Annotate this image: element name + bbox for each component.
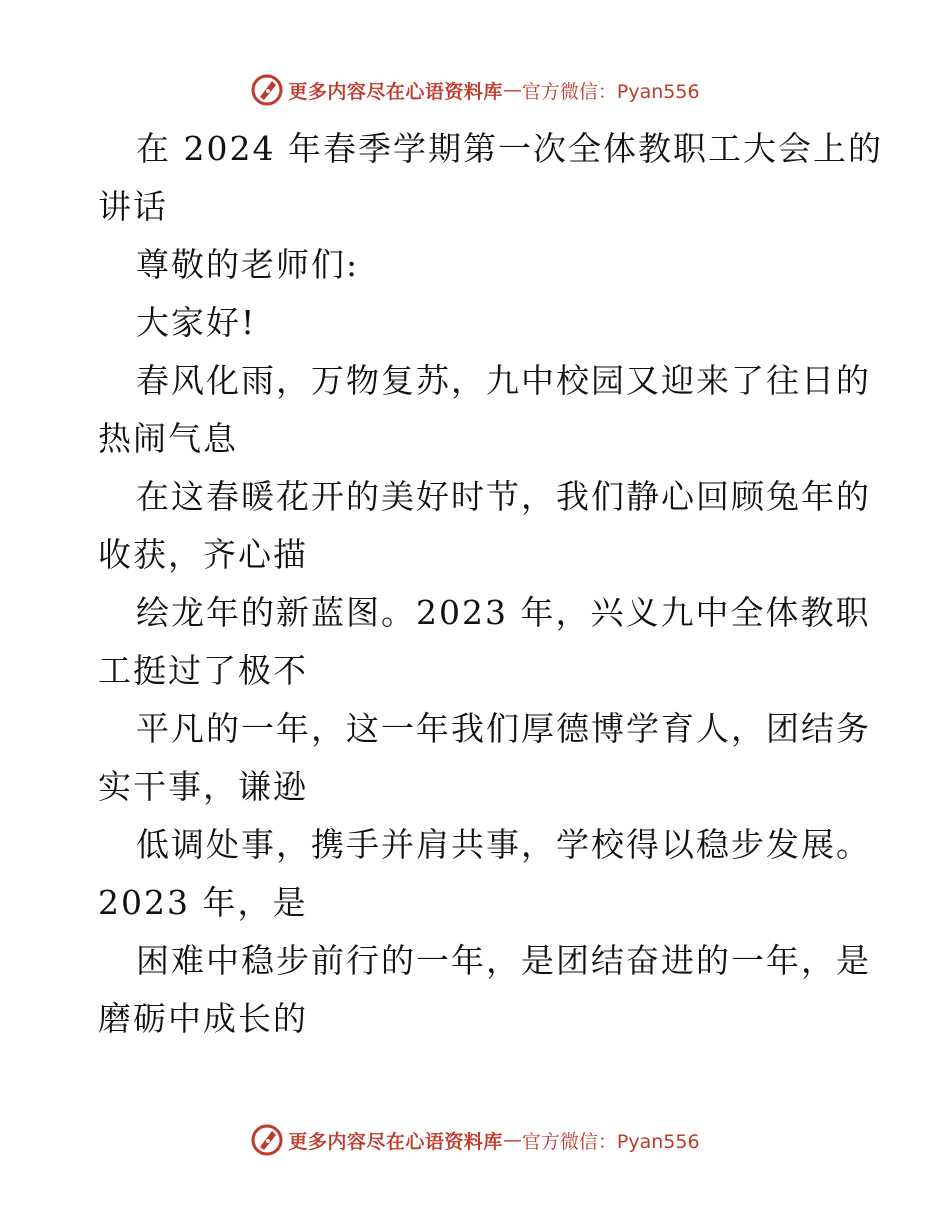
- pen-nib-logo-icon: [250, 1123, 284, 1157]
- pen-nib-logo-icon: [250, 73, 284, 107]
- document-line: 工挺过了极不: [98, 651, 308, 690]
- banner-separator: —: [502, 1129, 522, 1151]
- document-line: 大家好!: [136, 303, 257, 342]
- document-line: 困难中稳步前行的一年，是团结奋进的一年，是: [136, 941, 871, 980]
- banner-brand-text: 更多内容尽在心语资料库: [288, 1130, 503, 1153]
- document-line: 平凡的一年，这一年我们厚德博学育人，团结务: [136, 709, 871, 748]
- document-line: 低调处事，携手并肩共事，学校得以稳步发展。: [136, 825, 871, 864]
- banner-separator: —: [502, 79, 522, 101]
- document-line: 热闹气息: [98, 419, 238, 458]
- document-line: 讲话: [98, 187, 168, 226]
- document-line: 绘龙年的新蓝图。2023 年，兴义九中全体教职: [136, 593, 871, 632]
- document-line: 在这春暖花开的美好时节，我们静心回顾兔年的: [136, 477, 871, 516]
- footer-banner: [0, 1122, 950, 1158]
- document-line: 2023 年，是: [98, 883, 308, 922]
- document-line: 春风化雨，万物复苏，九中校园又迎来了往日的: [136, 361, 871, 400]
- header-banner: [0, 72, 950, 108]
- document-line: 收获，齐心描: [98, 535, 308, 574]
- document-line: 尊敬的老师们:: [136, 245, 360, 284]
- document-body: [98, 120, 883, 1048]
- banner-contact-text: 官方微信：Pyan556: [521, 80, 700, 103]
- document-line: 磨砺中成长的: [98, 999, 308, 1038]
- document-line: 在 2024 年春季学期第一次全体教职工大会上的: [136, 129, 883, 168]
- banner-contact-text: 官方微信：Pyan556: [521, 1130, 700, 1153]
- banner-brand-text: 更多内容尽在心语资料库: [288, 80, 503, 103]
- document-line: 实干事，谦逊: [98, 767, 308, 806]
